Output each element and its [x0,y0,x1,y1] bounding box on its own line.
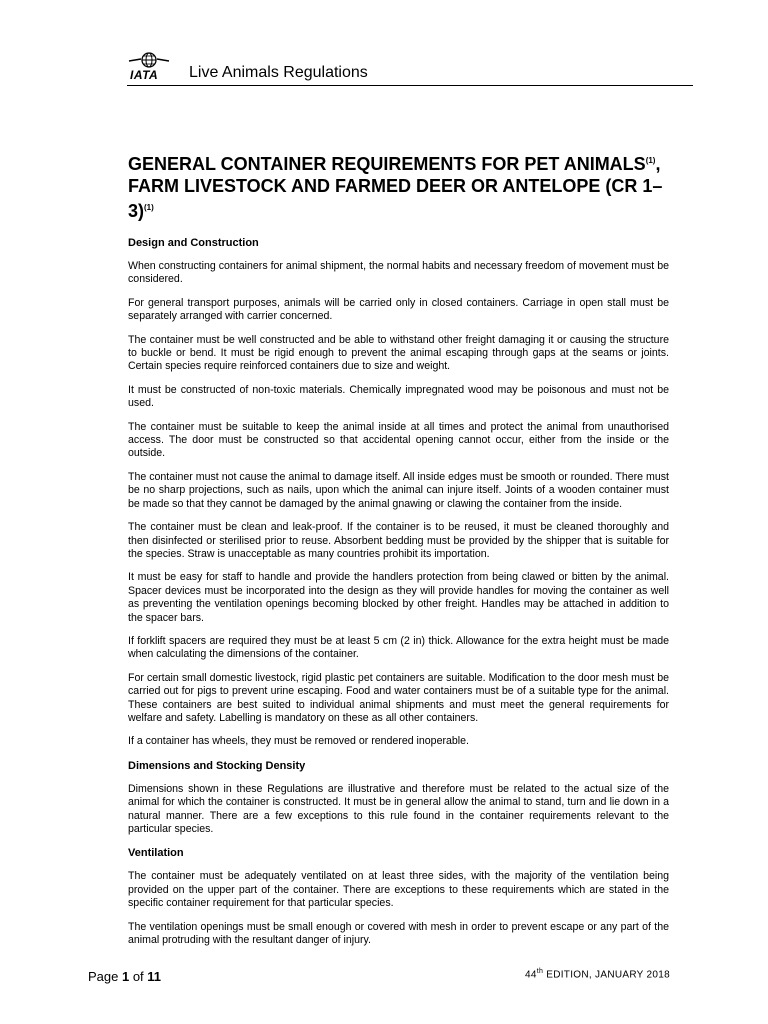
page-current: 1 [121,969,130,984]
edition-suffix: th [536,968,544,975]
paragraph: The ventilation openings must be small enough or covered with mesh in order to prevent escape or any part of the animal protruding with the resultant danger of injury. [128,920,669,947]
paragraph: If forklift spacers are required they must be at least 5 cm (2 in) thick. Allowance for the extra height must be made when calculating the dimensions of the container. [128,634,669,661]
page-title [128,150,669,222]
paragraph: It must be easy for staff to handle and provide the handlers protection from being clawed or bitten by the animal. Spacer devices must be incorporated into the design as they will provide handles for moving the container as well as preventing the ventilation openings becoming blocked by other freight. Handles may be attached in addition to the spacer bars. [128,571,669,624]
paragraph: The container must be adequately ventilated on at least three sides, with the majority of the ventilation being provided on the upper part of the container. There are exceptions to these requirements which are stated in the specific container requirement for that particular species. [128,870,669,910]
section-heading-design: Design and Construction [128,237,259,249]
footnote-ref: (1) [645,156,656,165]
paragraph: For certain small domestic livestock, rigid plastic pet containers are suitable. Modification to the door mesh must be carried out for pigs to prevent urine escaping. Food and water containers must be of a suitable type for the animal. These containers are best suited to individual animal shipments and must meet the general requirements for welfare and safety. Labelling is mandatory on these as all other containers. [128,671,669,724]
paragraph: If a container has wheels, they must be removed or rendered inoperable. [128,735,469,748]
header-title: Live Animals Regulations [189,64,368,81]
page-total: 11 [147,969,162,984]
page-header [127,52,693,92]
paragraph: The container must be clean and leak-proof. If the container is to be reused, it must be cleaned thoroughly and then disinfected or sterilised prior to reuse. Absorbent bedding must be provided by the shipper that is suitable for the species. Straw is unacceptable as many countries prohibit its importation. [128,521,669,560]
page-of: of [129,969,148,984]
page-number [88,969,161,984]
paragraph: When constructing containers for animal shipment, the normal habits and necessary freedom of movement must be considered. [128,260,669,286]
paragraph: The container must be suitable to keep the animal inside at all times and protect the animal from unauthorised access. The door must be constructed so that accidental opening cannot occur, either from the inside or the outside. [128,420,669,460]
header-divider [127,85,693,86]
document-body [128,150,669,957]
globe-icon [127,52,171,68]
edition-number: 44 [524,969,537,981]
logo-text: IATA [130,68,159,82]
paragraph: The container must be well constructed and be able to withstand other freight damaging it or causing the structure to buckle or bend. It must be rigid enough to prevent the animal escaping through gaps at the seams or joints. Certain species require reinforced containers due to size and weight. [128,333,669,373]
edition-label [525,968,670,980]
title-line-1: GENERAL CONTAINER REQUIREMENTS FOR PET ANIMALS [128,154,646,174]
section-heading-dimensions: Dimensions and Stocking Density [128,759,306,772]
section-heading-ventilation: Ventilation [128,847,184,860]
paragraph: The container must not cause the animal to damage itself. All inside edges must be smooth or rounded. There must be no sharp projections, such as nails, upon which the animal can injure itself. Joints of a wooden container must be made so that they cannot be damaged by the animal gnawing or clawing the container from the inside. [128,470,669,510]
edition-text: EDITION, JANUARY 2018 [543,969,670,981]
title-line-2: FARM LIVESTOCK AND FARMED DEER OR ANTELOPE (CR 1–3) [128,176,663,221]
paragraph: For general transport purposes, animals will be carried only in closed containers. Carriage in open stall must be separately arranged with carrier concerned. [128,296,669,323]
footnote-ref: (1) [144,203,154,212]
paragraph: It must be constructed of non-toxic materials. Chemically impregnated wood may be poisonous and must not be used. [128,383,669,410]
iata-logo [127,52,171,80]
page-prefix: Page [88,969,122,984]
paragraph: Dimensions shown in these Regulations are illustrative and therefore must be related to the actual size of the animal for which the container is constructed. It must be in general allow the animal to stand, turn and lie down in a natural manner. There are a few exceptions to this rule found in the container requirements relevant to the particular species. [128,782,669,835]
title-line-1-tail: , [655,154,661,174]
